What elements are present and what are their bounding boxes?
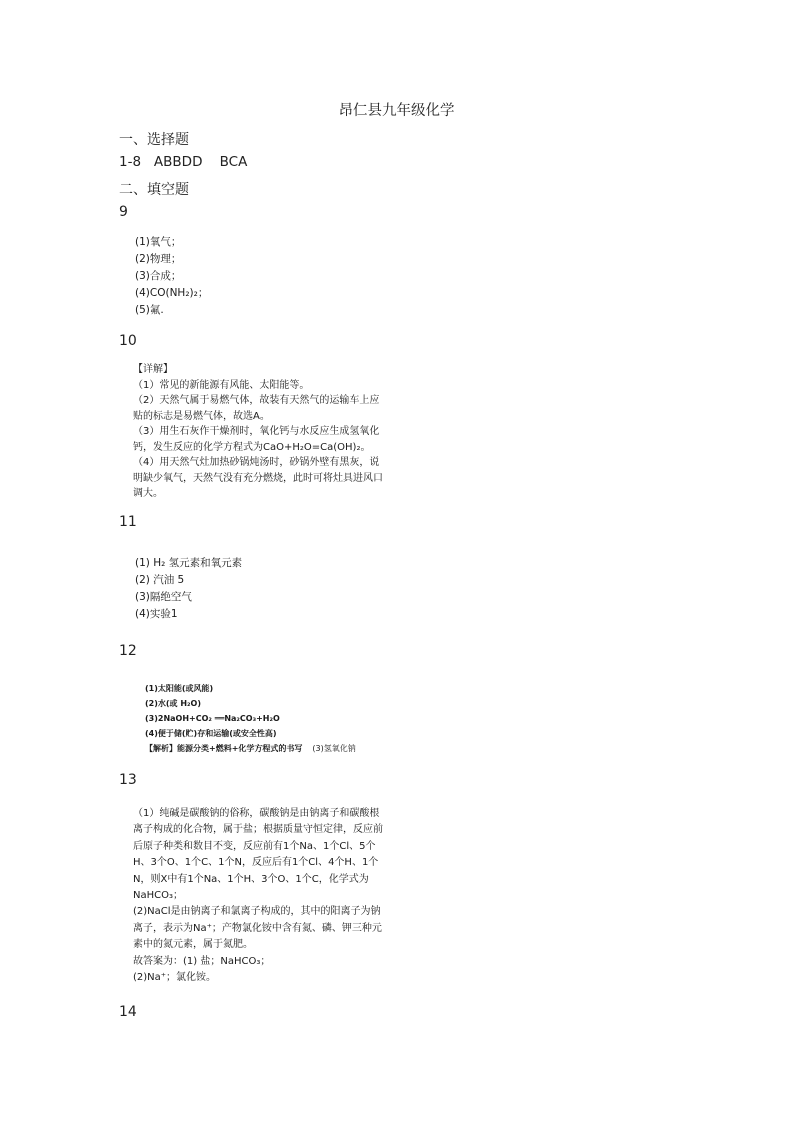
answer-line: 贴的标志是易燃气体，故选A。 <box>133 410 270 422</box>
answer-line: 离子，表示为Na⁺；产物氯化铵中含有氮、磷、钾三种元 <box>133 922 382 934</box>
analysis-tail: (3)氢氧化钠 <box>312 744 356 753</box>
question-number-11: 11 <box>119 514 137 530</box>
question-number-10: 10 <box>119 333 137 349</box>
answer-line: (2)NaCl是由钠离子和氯离子构成的，其中的阳离子为钠 <box>133 906 381 918</box>
answer-block-11 <box>135 555 242 623</box>
answer-line <box>145 741 356 756</box>
answer-line: (1) H₂ 氢元素和氧元素 <box>135 557 243 569</box>
answer-line: （3）用生石灰作干燥剂时，氧化钙与水反应生成氢氧化 <box>133 426 380 437</box>
answer-line: (2)物理； <box>135 253 182 265</box>
question-number-14: 14 <box>119 1004 137 1020</box>
answer-block-13 <box>133 806 383 986</box>
section-fill-heading: 二、填空题 <box>119 182 189 198</box>
answer-line: (3)2NaOH+CO₂ ══Na₂CO₃+H₂O <box>145 714 280 723</box>
answer-line: (4)CO(NH₂)₂； <box>135 287 209 299</box>
answer-line: 素中的氮元素，属于氮肥。 <box>133 939 253 951</box>
page-title: 昂仁县九年级化学 <box>338 103 455 119</box>
answer-line: (2)Na⁺；氯化铵。 <box>133 972 217 984</box>
answer-line: H、3个O、1个C、1个N，反应后有1个Cl、4个H、1个 <box>133 857 379 869</box>
answer-line: （1）常见的新能源有风能、太阳能等。 <box>133 379 310 391</box>
choice-answers: 1-8 ABBDD BCA <box>119 154 248 170</box>
section-choice-heading: 一、选择题 <box>119 132 189 148</box>
answer-line: (2) 汽油 5 <box>135 574 185 586</box>
answer-line: (3)合成； <box>135 270 182 282</box>
analysis-text: 【解析】能源分类+燃料+化学方程式的书写 <box>145 744 303 753</box>
answer-line: (4)便于储(贮)存和运输(或安全性高) <box>145 729 277 738</box>
answer-line: 明缺少氧气，天然气没有充分燃烧，此时可将灶具进风口 <box>133 472 383 484</box>
question-number-12: 12 <box>119 643 137 659</box>
answer-line: (2)水(或 H₂O) <box>145 699 201 708</box>
answer-line: 钙，发生反应的化学方程式为CaO+H₂O=Ca(OH)₂。 <box>133 441 371 453</box>
answer-line: (4)实验1 <box>135 608 178 620</box>
answer-line: 离子构成的化合物，属于盐；根据质量守恒定律，反应前 <box>133 824 383 836</box>
answer-block-10 <box>133 362 383 502</box>
answer-block-9 <box>135 234 208 319</box>
answer-line: （2）天然气属于易燃气体，故装有天然气的运输车上应 <box>133 395 380 406</box>
answer-line: 故答案为：(1) 盐；NaHCO₃； <box>133 955 271 967</box>
answer-line: 调大。 <box>133 488 163 499</box>
question-number-13: 13 <box>119 772 137 788</box>
question-number-9: 9 <box>119 204 128 220</box>
answer-block-12 <box>145 681 356 756</box>
answer-line: (3)隔绝空气 <box>135 591 192 603</box>
answer-line: (5)氟. <box>135 304 164 316</box>
answer-line: （1）纯碱是碳酸钠的俗称，碳酸钠是由钠离子和碳酸根 <box>133 808 380 819</box>
answer-line: NaHCO₃； <box>133 890 183 902</box>
answer-line: (1)氧气； <box>135 236 182 248</box>
answer-line: N，则X中有1个Na、1个H、3个O、1个C，化学式为 <box>133 873 369 885</box>
answer-line: 【详解】 <box>133 364 173 375</box>
answer-line: 后原子种类和数目不变，反应前有1个Na、1个Cl、5个 <box>133 840 376 852</box>
answer-line: (1)太阳能(或风能) <box>145 684 214 693</box>
answer-line: （4）用天然气灶加热砂锅炖汤时，砂锅外壁有黑灰，说 <box>133 457 380 468</box>
